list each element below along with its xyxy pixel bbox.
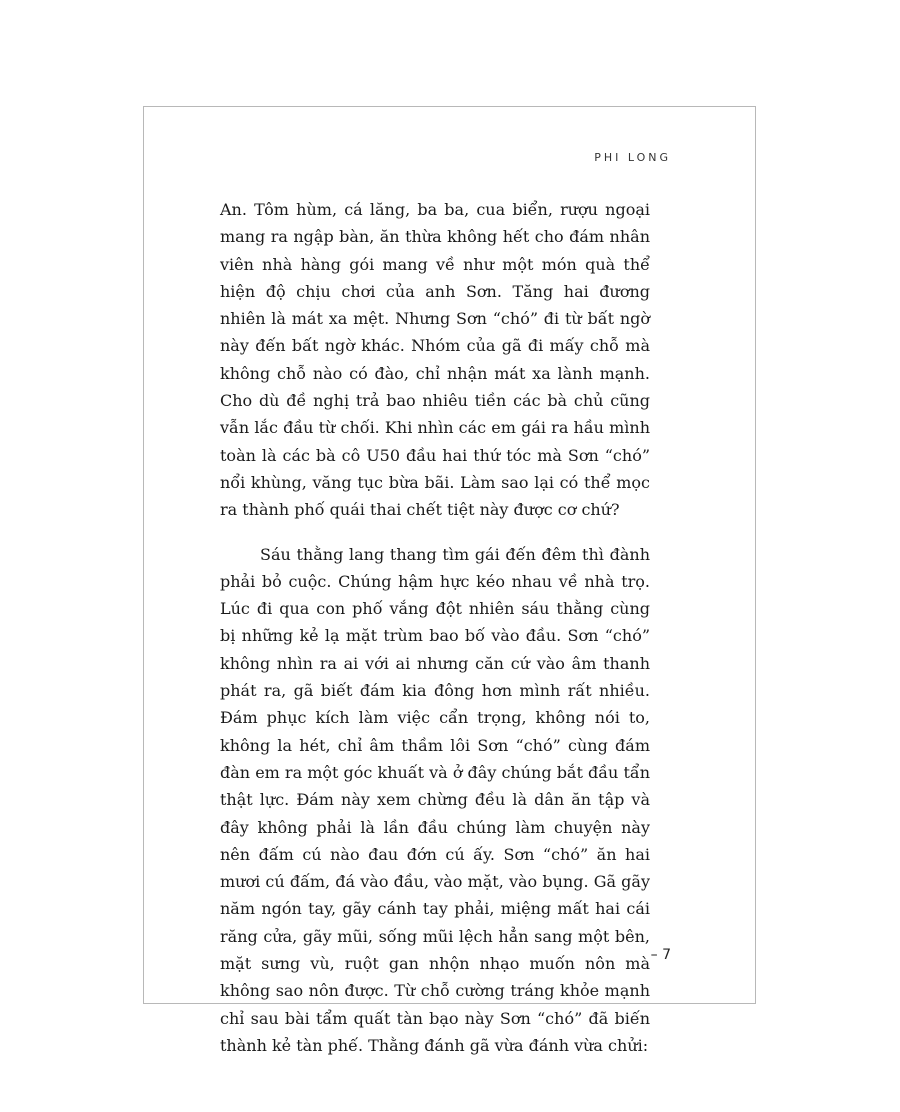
- paragraph: Sáu thằng lang thang tìm gái đến đêm thì đành phải bỏ cuộc. Chúng hậm hực kéo nhau về nhà trọ. Lúc đi qua con phố vắng đột nhiên sáu thằng cùng bị những kẻ lạ mặt trùm bao bố vào đầu. Sơn “chó” không nhìn ra ai với ai nhưng căn cứ vào âm thanh phát ra, gã biết đám kia đông hơn mình rất nhiều. Đám phục kích làm việc cẩn trọng, không nói to, không la hét, chỉ âm thầm lôi Sơn “chó” cùng đám đàn em ra một góc khuất và ở đây chúng bắt đầu tẩn thật lực. Đám này xem chừng đều là dân ăn tập và đây không phải là lần đầu chúng làm chuyện này nên đấm cú nào đau đớn cú ấy. Sơn “chó” ăn hai mươi cú đấm, đá vào đầu, vào mặt, vào bụng. Gã gãy năm ngón tay, gãy cánh tay phải, miệng mất hai cái răng cửa, gãy mũi, sống mũi lệch hẳn sang một bên, mặt sưng vù, ruột gan nhộn nhạo muốn nôn mà không sao nôn được. Từ chỗ cường tráng khỏe mạnh chỉ sau bài tẩm quất tàn bạo này Sơn “chó” đã biến thành kẻ tàn phế. Thằng đánh gã vừa đánh vừa chửi:: [220, 544, 650, 1055]
- running-head: PHI LONG: [594, 151, 671, 164]
- page-number: – 7: [650, 947, 671, 963]
- body-text: [220, 196, 650, 1059]
- paragraph: An. Tôm hùm, cá lăng, ba ba, cua biển, rượu ngoại mang ra ngập bàn, ăn thừa không hết cho đám nhân viên nhà hàng gói mang về như một món quà thể hiện độ chịu chơi của anh Sơn. Tăng hai đương nhiên là mát xa mệt. Nhưng Sơn “chó” đi từ bất ngờ này đến bất ngờ khác. Nhóm của gã đi mấy chỗ mà không chỗ nào có đào, chỉ nhận mát xa lành mạnh. Cho dù đề nghị trả bao nhiêu tiền các bà chủ cũng vẫn lắc đầu từ chối. Khi nhìn các em gái ra hầu mình toàn là các bà cô U50 đầu hai thứ tóc mà Sơn “chó” nổi khùng, văng tục bừa bãi. Làm sao lại có thể mọc ra thành phố quái thai chết tiệt này được cơ chứ?: [220, 200, 650, 520]
- book-page: [143, 106, 756, 1055]
